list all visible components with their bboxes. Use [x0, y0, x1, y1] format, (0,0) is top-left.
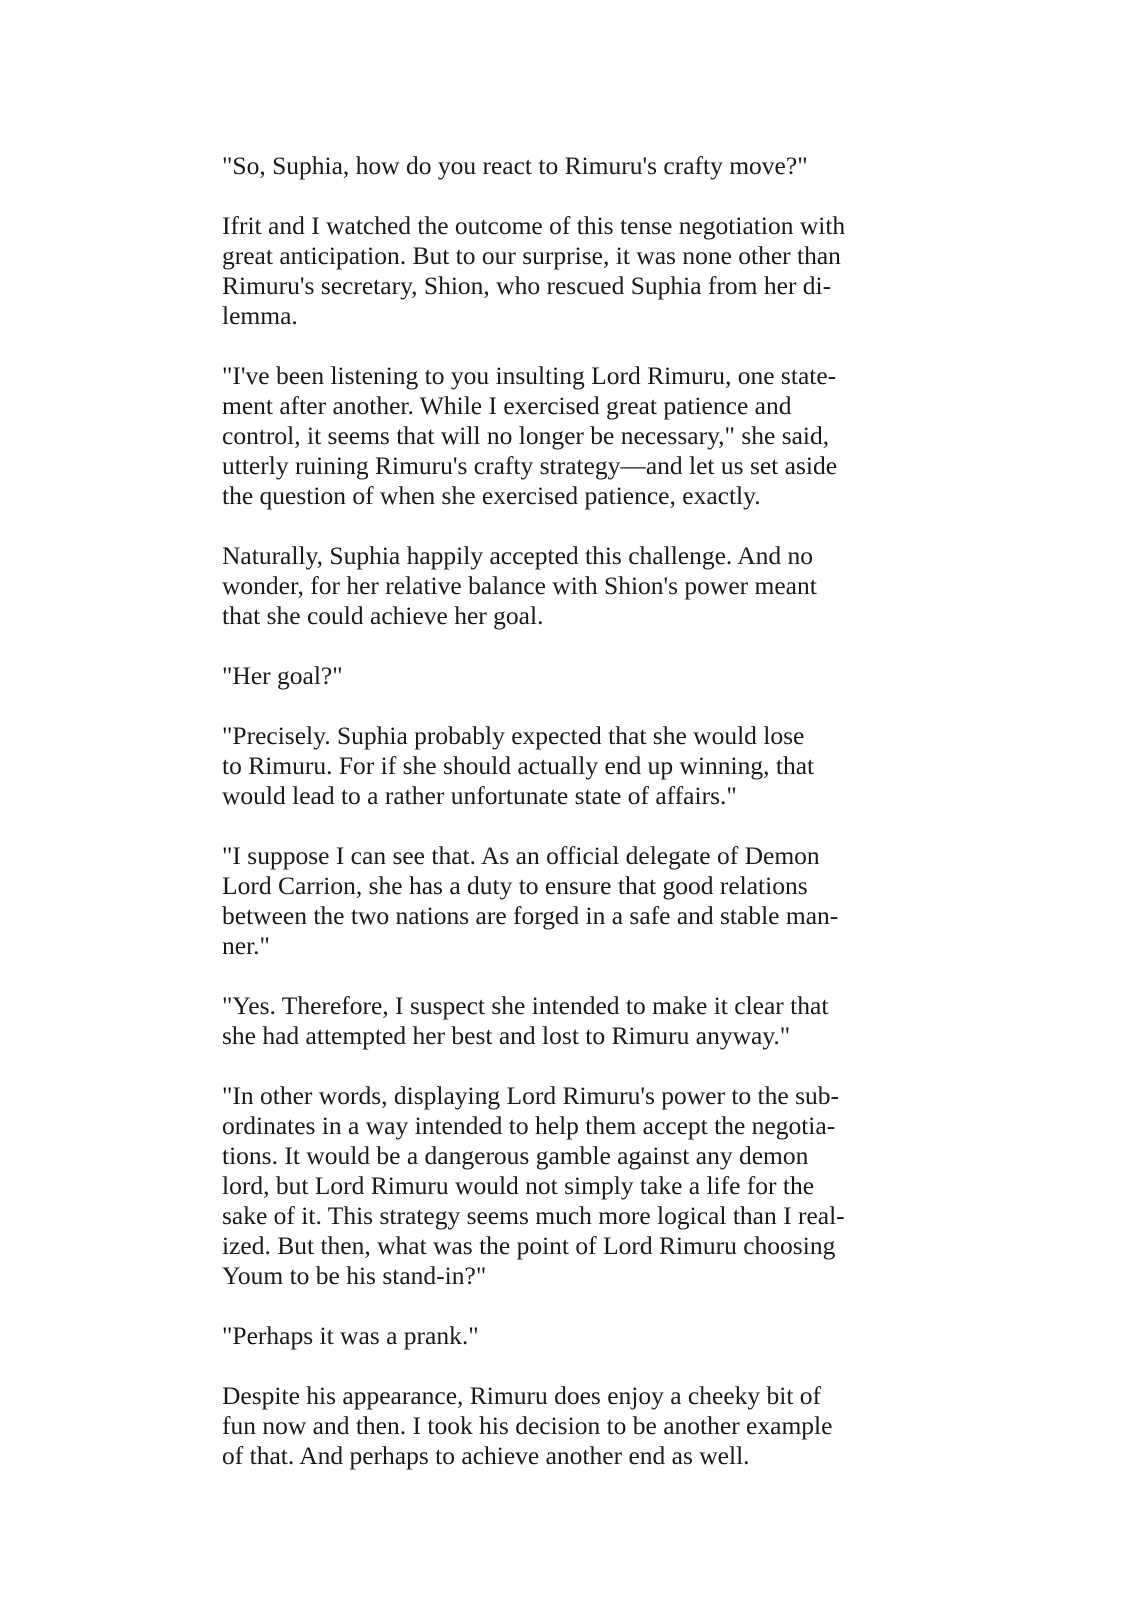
paragraph — [222, 721, 882, 811]
text-line: "In other words, displaying Lord Rimuru's power to the sub- — [222, 1081, 840, 1110]
text-line: great anticipation. But to our surprise, it was none other than — [222, 241, 841, 270]
paragraph — [222, 841, 882, 961]
text-line: control, it seems that will no longer be necessary," she said, — [222, 421, 830, 450]
text-line: the question of when she exercised patience, exactly. — [222, 481, 761, 510]
paragraph — [222, 361, 882, 511]
text-line: Despite his appearance, Rimuru does enjoy a cheeky bit of — [222, 1381, 822, 1410]
text-line: Rimuru's secretary, Shion, who rescued Suphia from her di- — [222, 271, 832, 300]
text-line: ment after another. While I exercised great patience and — [222, 391, 792, 420]
text-line: would lead to a rather unfortunate state of affairs." — [222, 781, 737, 810]
paragraph — [222, 661, 882, 691]
text-line: Naturally, Suphia happily accepted this challenge. And no — [222, 541, 814, 570]
text-line: lord, but Lord Rimuru would not simply take a life for the — [222, 1171, 815, 1200]
text-line: "Perhaps it was a prank." — [222, 1321, 479, 1350]
paragraph — [222, 1321, 882, 1351]
paragraph — [222, 211, 882, 331]
paragraph — [222, 1381, 882, 1471]
text-line: "I've been listening to you insulting Lord Rimuru, one state- — [222, 361, 837, 390]
text-line: she had attempted her best and lost to Rimuru anyway." — [222, 1021, 791, 1050]
text-line: ner." — [222, 931, 270, 960]
text-line: Ifrit and I watched the outcome of this tense negotiation with — [222, 211, 846, 240]
text-line: ized. But then, what was the point of Lord Rimuru choosing — [222, 1231, 836, 1260]
text-line: utterly ruining Rimuru's crafty strategy—and let us set aside — [222, 451, 838, 480]
text-line: that she could achieve her goal. — [222, 601, 544, 630]
paragraph — [222, 151, 882, 181]
text-line: Lord Carrion, she has a duty to ensure that good relations — [222, 871, 808, 900]
text-line: between the two nations are forged in a safe and stable man- — [222, 901, 839, 930]
body-text — [222, 151, 882, 1501]
paragraph — [222, 991, 882, 1051]
text-line: wonder, for her relative balance with Shion's power meant — [222, 571, 817, 600]
text-line: ordinates in a way intended to help them accept the negotia- — [222, 1111, 836, 1140]
text-line: "Precisely. Suphia probably expected that she would lose — [222, 721, 805, 750]
text-line: of that. And perhaps to achieve another end as well. — [222, 1441, 750, 1470]
text-line: "Yes. Therefore, I suspect she intended to make it clear that — [222, 991, 829, 1020]
text-line: lemma. — [222, 301, 298, 330]
text-line: "I suppose I can see that. As an official delegate of Demon — [222, 841, 820, 870]
text-line: "Her goal?" — [222, 661, 343, 690]
text-line: Youm to be his stand-in?" — [222, 1261, 487, 1290]
text-line: to Rimuru. For if she should actually end up winning, that — [222, 751, 815, 780]
paragraph — [222, 1081, 882, 1291]
text-line: "So, Suphia, how do you react to Rimuru's crafty move?" — [222, 151, 808, 180]
paragraph — [222, 541, 882, 631]
text-line: fun now and then. I took his decision to be another example — [222, 1411, 833, 1440]
text-line: tions. It would be a dangerous gamble against any demon — [222, 1141, 809, 1170]
text-line: sake of it. This strategy seems much more logical than I real- — [222, 1201, 845, 1230]
